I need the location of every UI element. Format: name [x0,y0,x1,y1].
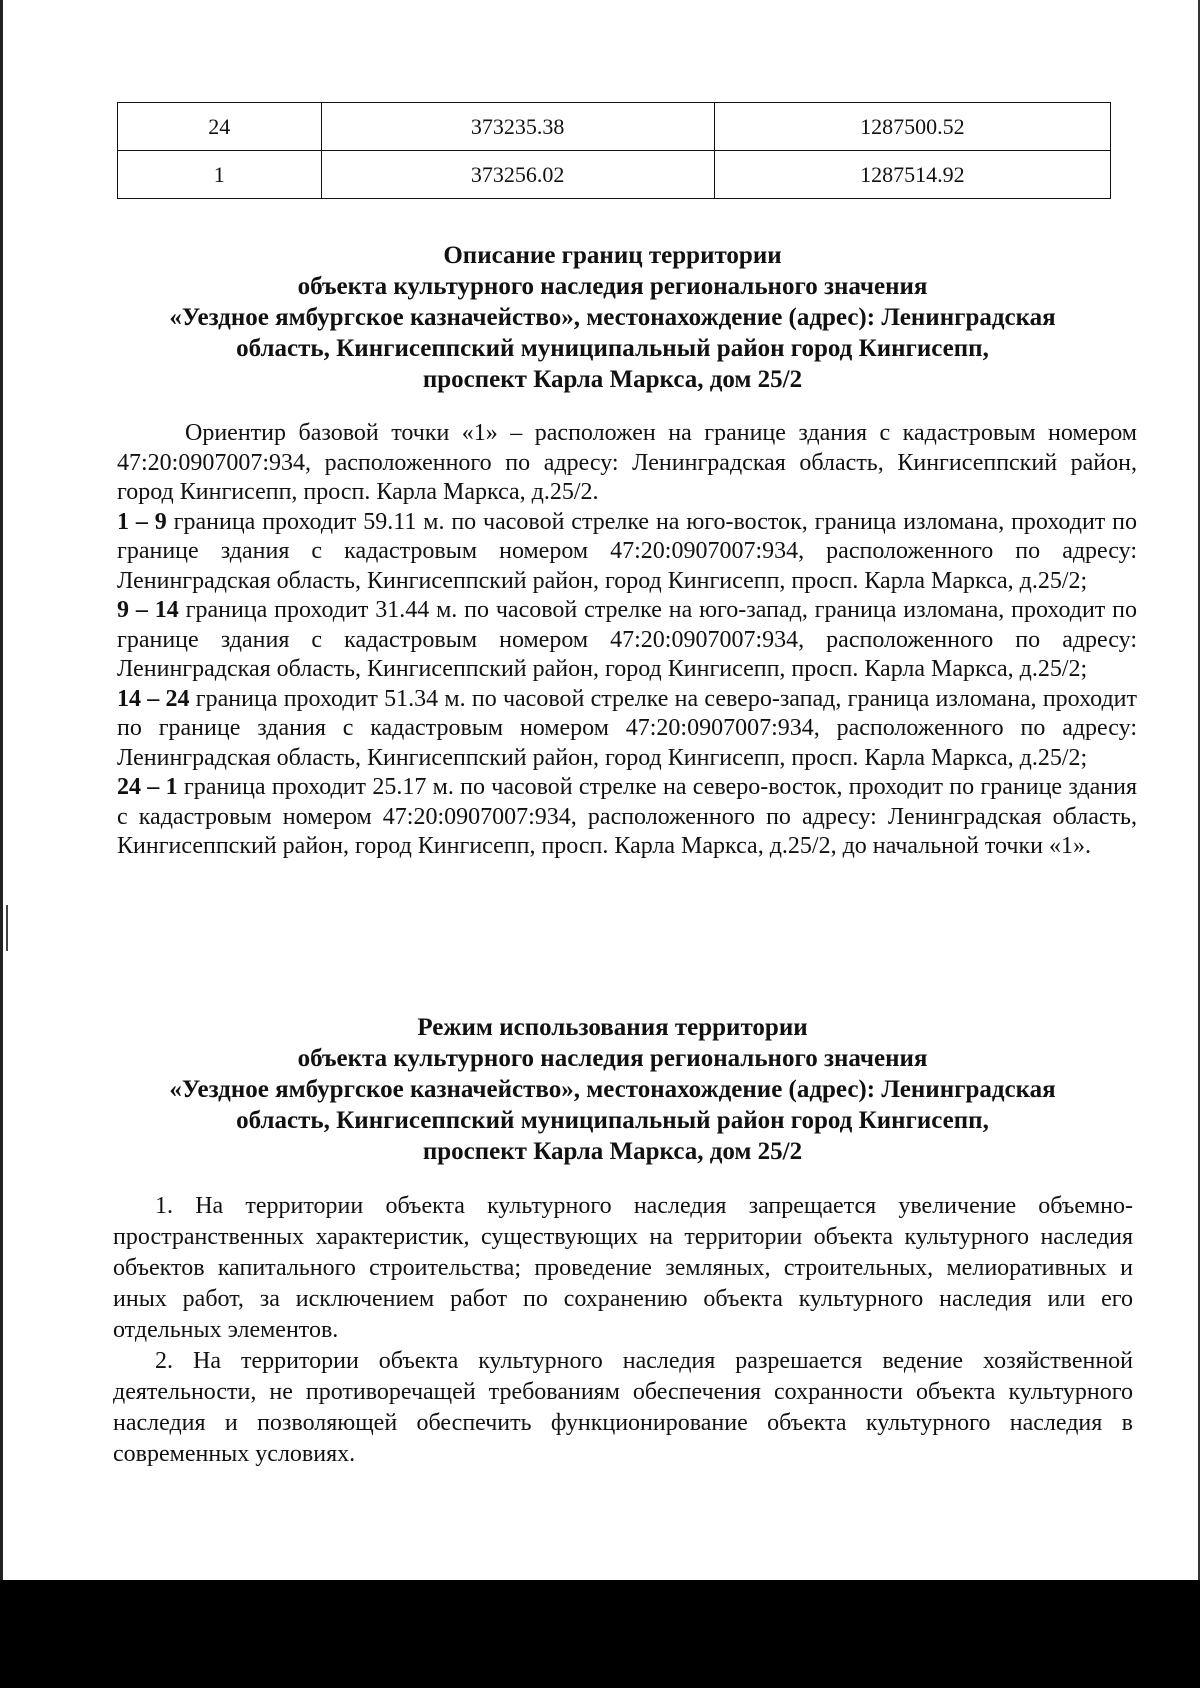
heading-line: «Уездное ямбургское казначейство», местонахождение (адрес): Ленинградская [169,1076,1056,1103]
heading-line: объекта культурного наследия регионального значения [297,273,928,300]
coordinates-table [117,102,1111,199]
base-point-paragraph: Ориентир базовой точки «1» – расположен на границе здания с кадастровым номером 47:20:0907007:934, расположенного по адресу: Ленинградская область, Кингисеппский район, город Кингисепп, просп. Карла Маркса, д.25/2. [117,420,1137,505]
boundary-description-heading [110,240,1115,395]
point-cell: 1 [118,151,322,199]
regime-paragraph: 1. На территории объекта культурного наследия запрещается увеличение объемно-пространственных характеристик, существующих на территории объекта культурного наследия объектов капитального строительства; проведение земляных, строительных, мелиоративных и иных работ, за исключением работ по сохранению объекта культурного наследия или его отдельных элементов. [113,1193,1133,1343]
table-row [118,103,1111,151]
heading-line: область, Кингисеппский муниципальный район город Кингисепп, [236,335,989,362]
heading-line: Описание границ территории [443,242,782,269]
usage-regime-body [113,1191,1133,1470]
segment-range: 9 – 14 [117,597,179,623]
segment-range: 14 – 24 [117,685,190,712]
y-coordinate-cell: 1287514.92 [714,151,1110,199]
scan-left-edge [0,0,3,1580]
segment-text: граница проходит 31.44 м. по часовой стрелке на юго-запад, граница изломана, проходит по границе здания с кадастровым номером 47:20:0907007:934, расположенного по адресу: Ленинградская область, Кингисеппский район, город Кингисепп, просп. Карла Маркса, д.25/2; [117,597,1138,682]
x-coordinate-cell: 373235.38 [321,103,714,151]
segment-text: граница проходит 59.11 м. по часовой стрелке на юго-восток, граница изломана, проходит по границе здания с кадастровым номером 47:20:0907007:934, расположенного по адресу: Ленинградская область, Кингисеппский район, город Кингисепп, просп. Карла Маркса, д.25/2; [117,508,1137,594]
segment-paragraph [117,596,1137,685]
heading-line: проспект Карла Маркса, дом 25/2 [422,1138,803,1165]
regime-paragraph: 2. На территории объекта культурного наследия разрешается ведение хозяйственной деятельности, не противоречащей требованиям обеспечения сохранности объекта культурного наследия и позволяющей обеспечить функционирование объекта культурного наследия в современных условиях. [113,1348,1133,1467]
usage-regime-heading [110,1012,1115,1167]
y-coordinate-cell: 1287500.52 [714,103,1110,151]
segment-paragraph [117,508,1137,597]
heading-line: объекта культурного наследия регионального значения [297,1045,928,1072]
segment-range: 24 – 1 [117,774,178,800]
segment-text: граница проходит 51.34 м. по часовой стрелке на северо-запад, граница изломана, проходит по границе здания с кадастровым номером 47:20:0907007:934, расположенного по адресу: Ленинградская область, Кингисеппский район, город Кингисепп, просп. Карла Маркса, д.25/2; [117,685,1137,771]
scan-artifact-mark [6,905,8,951]
heading-line: проспект Карла Маркса, дом 25/2 [422,366,803,393]
heading-line: область, Кингисеппский муниципальный район город Кингисепп, [236,1107,989,1134]
heading-line: «Уездное ямбургское казначейство», местонахождение (адрес): Ленинградская [169,304,1056,331]
scan-bottom-black-bar [0,1580,1200,1688]
segment-text: граница проходит 25.17 м. по часовой стрелке на северо-восток, проходит по границе здания с кадастровым номером 47:20:0907007:934, расположенного по адресу: Ленинградская область, Кингисеппский район, город Кингисепп, просп. Карла Маркса, д.25/2, до начальной точки «1». [117,774,1137,859]
segment-paragraph [117,773,1137,862]
heading-line: Режим использования территории [417,1014,808,1041]
segment-paragraph [117,685,1137,774]
point-cell: 24 [118,103,322,151]
segment-range: 1 – 9 [117,508,167,535]
x-coordinate-cell: 373256.02 [321,151,714,199]
boundary-description-body [117,419,1137,862]
table-row [118,151,1111,199]
